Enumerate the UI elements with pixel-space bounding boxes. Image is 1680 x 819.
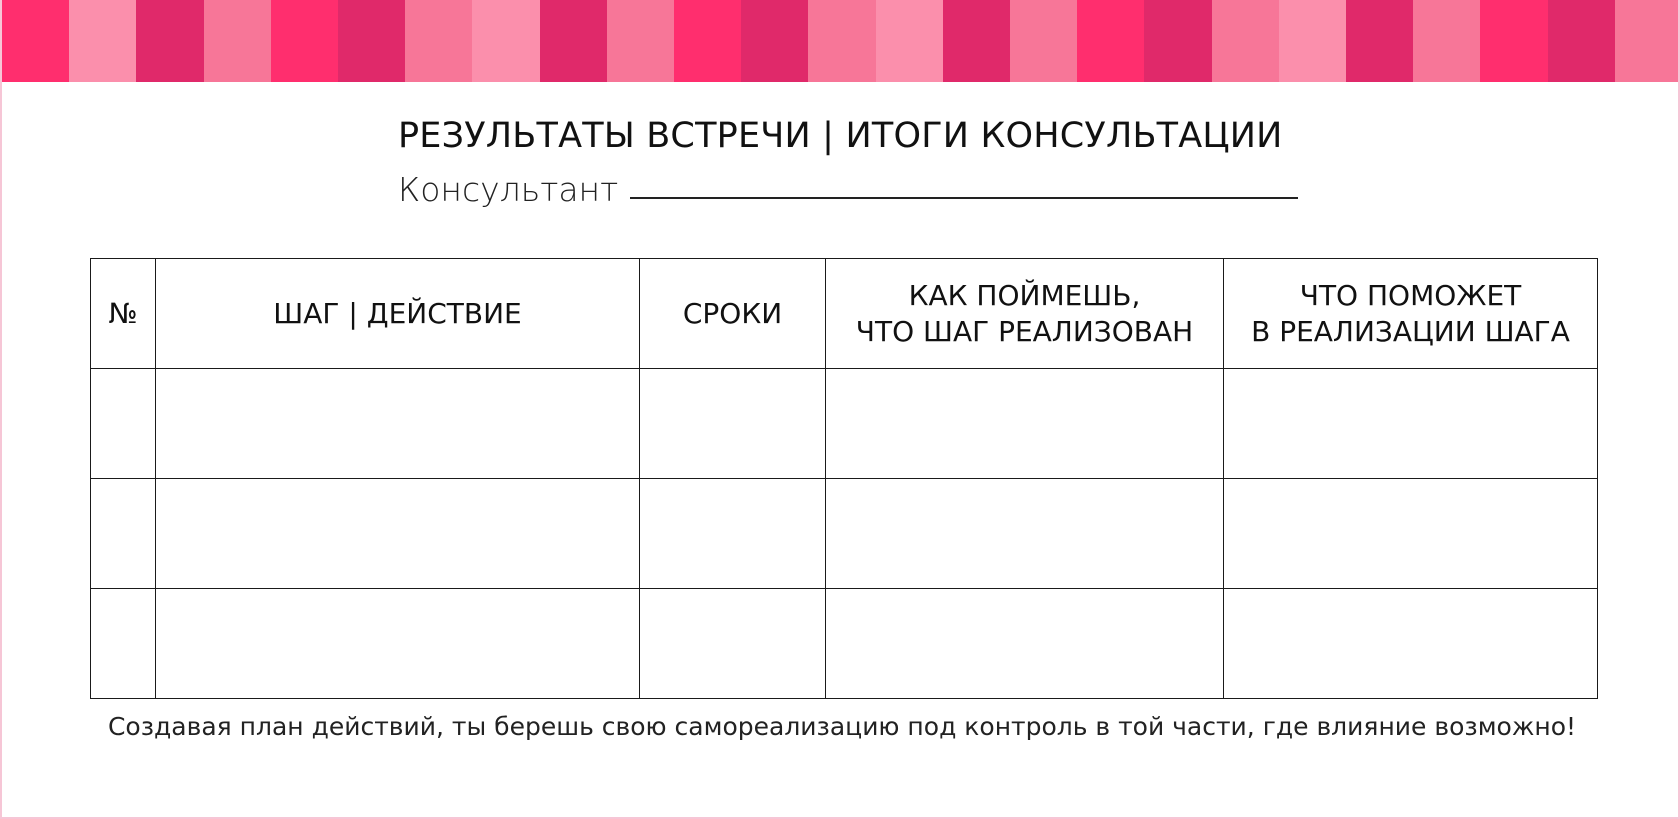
stripe-square	[808, 0, 875, 82]
table-cell[interactable]	[826, 479, 1224, 589]
stripe-square	[1010, 0, 1077, 82]
consultant-field	[398, 170, 1298, 209]
stripe-square	[943, 0, 1010, 82]
table-cell[interactable]	[156, 479, 640, 589]
stripe-square	[1413, 0, 1480, 82]
page-title: РЕЗУЛЬТАТЫ ВСТРЕЧИ | ИТОГИ КОНСУЛЬТАЦИИ	[398, 116, 1283, 156]
stripe-square	[1212, 0, 1279, 82]
column-header-support: ЧТО ПОМОЖЕТ В РЕАЛИЗАЦИИ ШАГА	[1224, 259, 1598, 369]
stripe-square	[2, 0, 69, 82]
footer-note: Создавая план действий, ты берешь свою самореализацию под контроль в той части, где влияние возможно!	[107, 712, 1577, 741]
column-header-number: №	[91, 259, 156, 369]
stripe-square	[1480, 0, 1547, 82]
table-cell[interactable]	[826, 589, 1224, 699]
table-cell[interactable]	[91, 479, 156, 589]
stripe-square	[405, 0, 472, 82]
table-cell[interactable]	[640, 479, 826, 589]
consultant-input-line[interactable]	[630, 196, 1298, 199]
column-header-success-criteria: КАК ПОЙМЕШЬ, ЧТО ШАГ РЕАЛИЗОВАН	[826, 259, 1224, 369]
decorative-stripe	[2, 0, 1680, 82]
table-row	[91, 369, 1598, 479]
table-row	[91, 589, 1598, 699]
stripe-square	[1144, 0, 1211, 82]
action-plan-table	[90, 258, 1598, 699]
stripe-square	[1279, 0, 1346, 82]
stripe-square	[1346, 0, 1413, 82]
table-cell[interactable]	[826, 369, 1224, 479]
table-header-row	[91, 259, 1598, 369]
table-cell[interactable]	[91, 589, 156, 699]
stripe-square	[741, 0, 808, 82]
stripe-square	[69, 0, 136, 82]
stripe-square	[607, 0, 674, 82]
table-cell[interactable]	[156, 589, 640, 699]
table-cell[interactable]	[640, 589, 826, 699]
stripe-square	[136, 0, 203, 82]
table-cell[interactable]	[91, 369, 156, 479]
table-cell[interactable]	[1224, 589, 1598, 699]
table-cell[interactable]	[640, 369, 826, 479]
table-cell[interactable]	[1224, 369, 1598, 479]
stripe-square	[472, 0, 539, 82]
stripe-square	[674, 0, 741, 82]
table-cell[interactable]	[156, 369, 640, 479]
stripe-square	[1615, 0, 1680, 82]
stripe-square	[338, 0, 405, 82]
table-row	[91, 479, 1598, 589]
consultant-label: Консультант	[398, 170, 619, 209]
table-cell[interactable]	[1224, 479, 1598, 589]
stripe-square	[1548, 0, 1615, 82]
column-header-step: ШАГ | ДЕЙСТВИЕ	[156, 259, 640, 369]
stripe-square	[876, 0, 943, 82]
stripe-square	[540, 0, 607, 82]
column-header-deadline: СРОКИ	[640, 259, 826, 369]
stripe-square	[1077, 0, 1144, 82]
stripe-square	[271, 0, 338, 82]
stripe-square	[204, 0, 271, 82]
